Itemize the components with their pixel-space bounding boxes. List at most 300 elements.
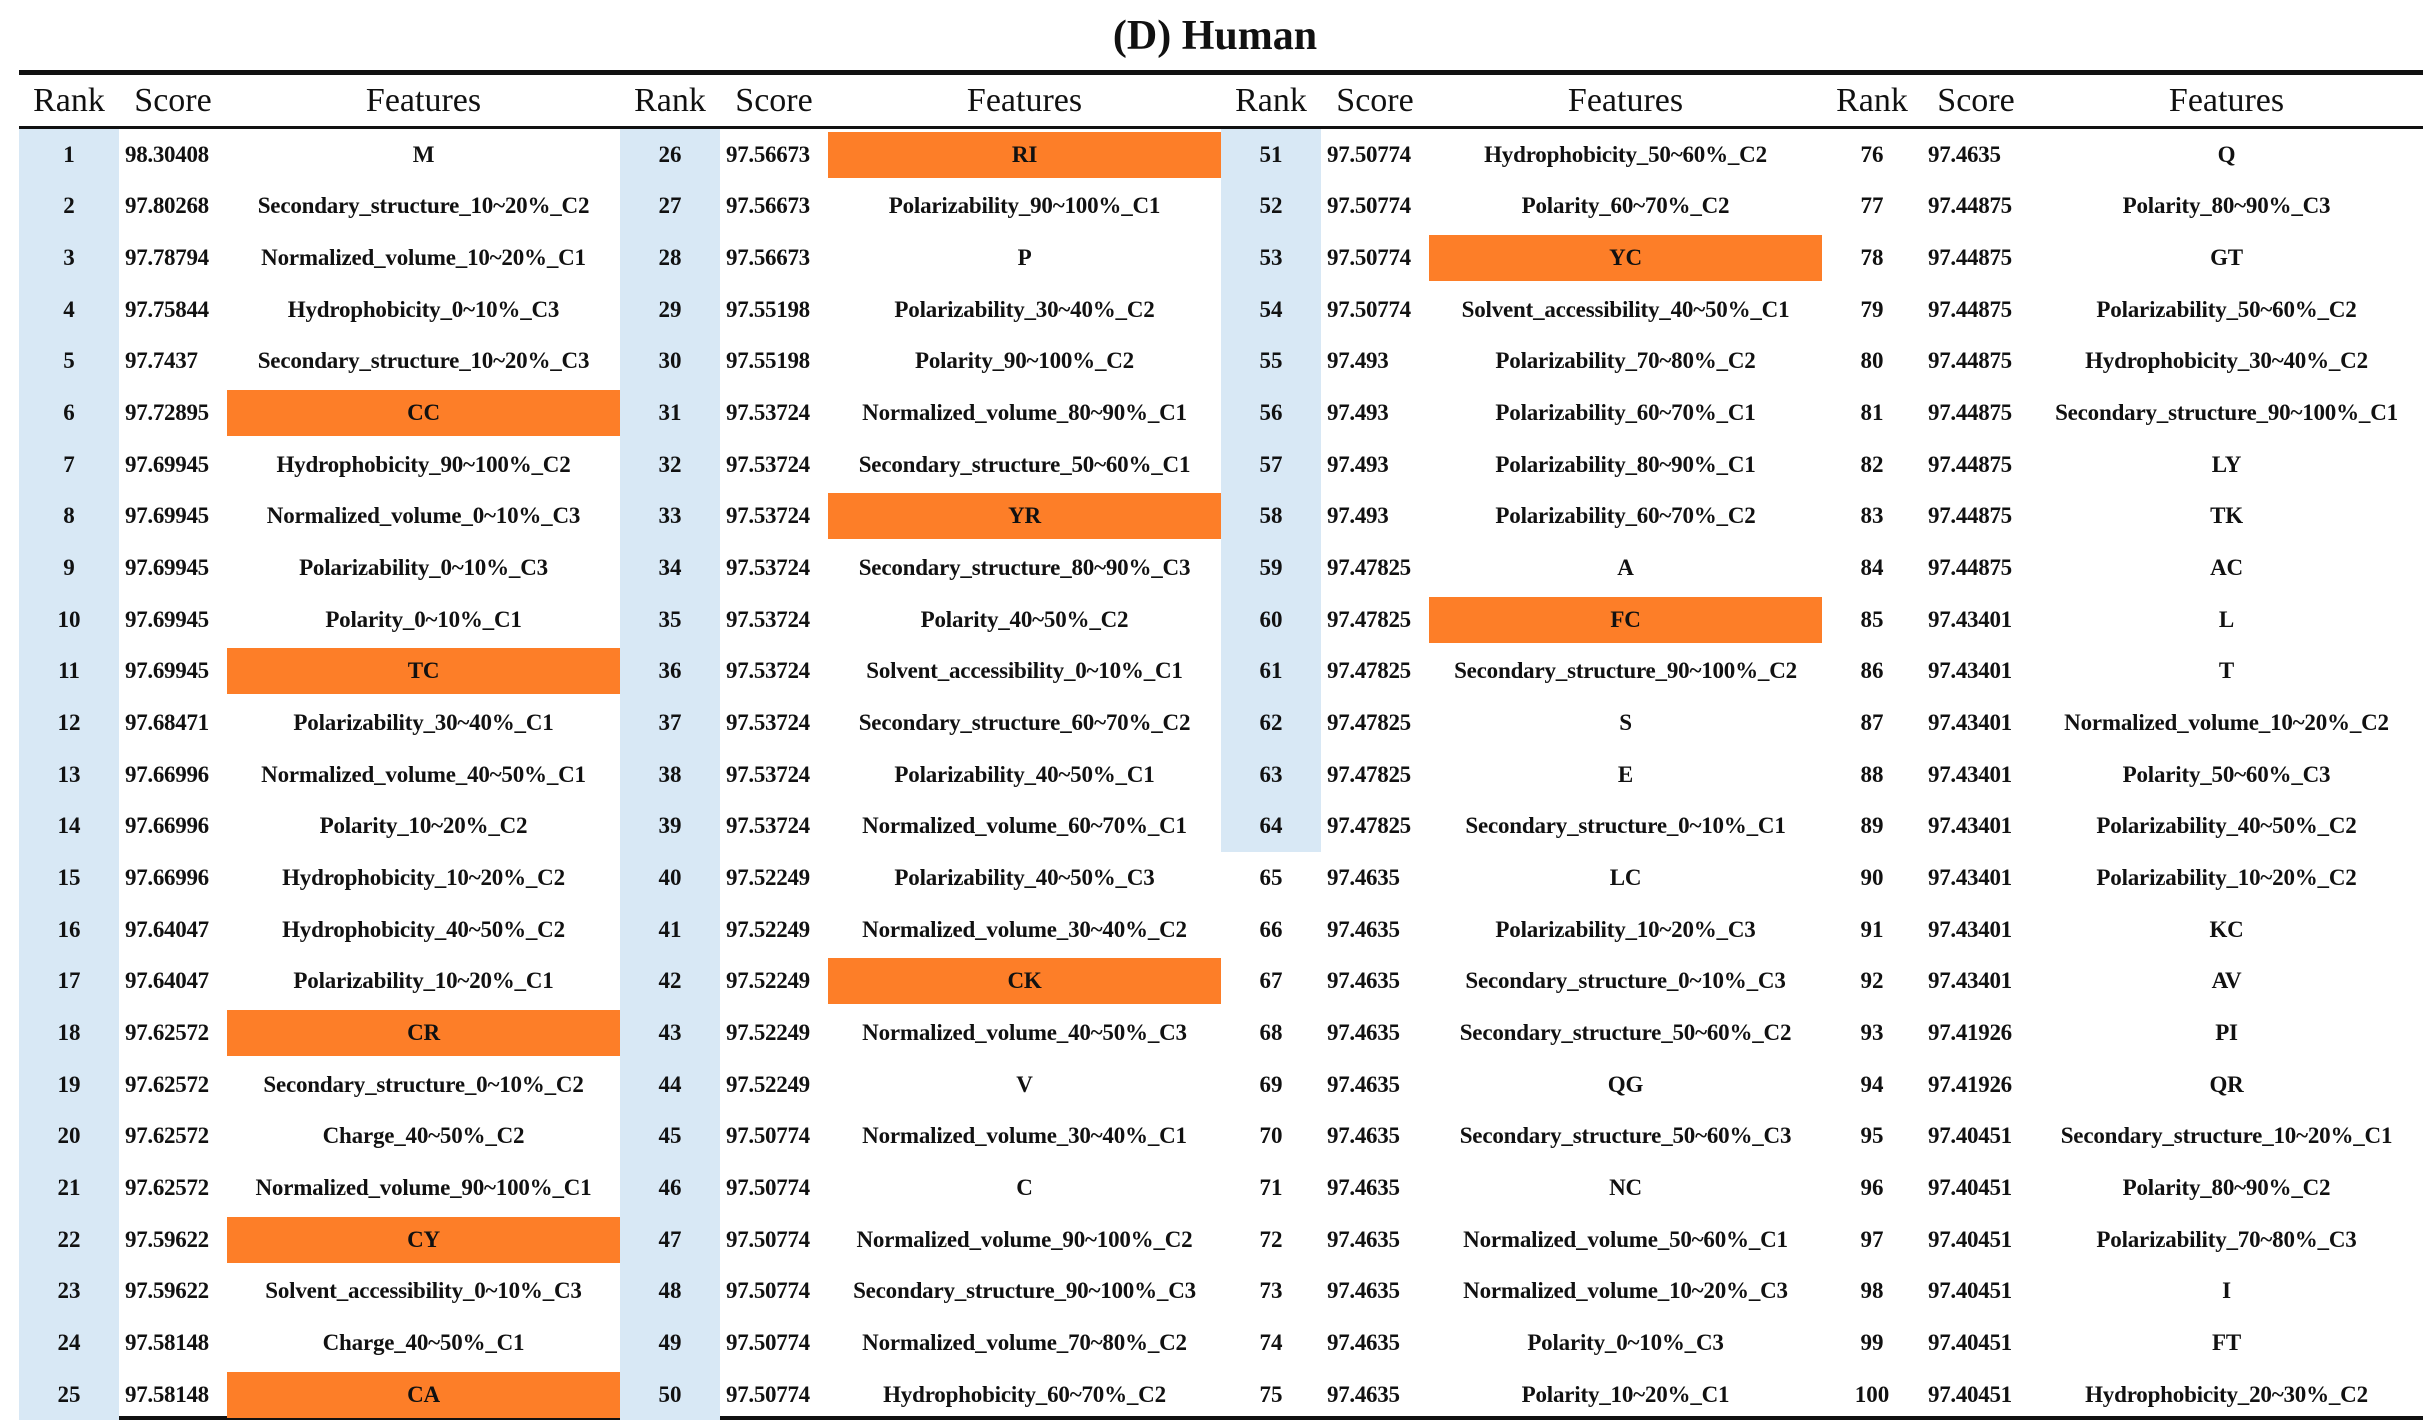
feature-cell: Polarizability_0~10%_C3 [299,555,548,581]
feature-cell: Polarizability_10~20%_C2 [2096,865,2357,891]
table-row [1221,387,1822,439]
rank-cell: 40 [620,852,720,904]
score-cell: 97.47825 [1327,813,1411,839]
feature-cell: Normalized_volume_30~40%_C1 [862,1123,1187,1149]
rank-cell: 75 [1259,1381,1283,1407]
table-row [19,232,620,284]
score-cell: 97.4635 [1327,1278,1400,1304]
feature-cell: Charge_40~50%_C2 [322,1123,525,1149]
score-cell: 97.4635 [1327,916,1400,942]
feature-cell: Normalized_volume_40~50%_C3 [862,1019,1187,1045]
rank-cell: 51 [1221,129,1321,181]
rank-cell: 54 [1221,284,1321,336]
feature-cell: Polarity_0~10%_C1 [325,606,522,632]
table-row [620,1110,1221,1162]
table-row [19,129,620,181]
table-row [1221,801,1822,853]
table-row [620,1007,1221,1059]
score-cell: 97.53724 [726,400,810,426]
score-cell: 97.50774 [726,1123,810,1149]
rank-cell: 94 [1860,1071,1884,1097]
rank-cell: 27 [620,181,720,233]
score-cell: 97.69945 [125,503,209,529]
table-row [620,697,1221,749]
score-cell: 97.4635 [1928,141,2001,167]
rank-cell: 57 [1221,439,1321,491]
feature-cell: Secondary_structure_90~100%_C1 [2055,400,2398,426]
header-score: Score [134,81,212,119]
feature-cell: Normalized_volume_0~10%_C3 [266,503,581,529]
table-row [1221,232,1822,284]
rank-cell: 43 [620,1007,720,1059]
score-cell: 97.53724 [726,451,810,477]
rank-cell: 90 [1860,865,1884,891]
table-row [1221,1214,1822,1266]
column-group-1 [19,75,620,1420]
rank-cell: 20 [19,1110,119,1162]
rank-cell: 89 [1860,813,1884,839]
score-cell: 97.4635 [1327,865,1400,891]
highlighted-feature-cell: CA [227,1372,620,1418]
feature-cell: Polarity_90~100%_C2 [915,348,1134,374]
table-row [1822,336,2423,388]
table-row [19,1162,620,1214]
table-row [1822,1265,2423,1317]
rank-cell: 63 [1221,749,1321,801]
feature-cell: Secondary_structure_10~20%_C1 [2060,1123,2393,1149]
rank-cell: 14 [19,801,119,853]
table-row [620,1214,1221,1266]
score-cell: 97.56673 [726,245,810,271]
feature-cell: Normalized_volume_10~20%_C1 [261,245,586,271]
table-row [1221,749,1822,801]
table-row [19,336,620,388]
feature-cell: Hydrophobicity_60~70%_C2 [883,1381,1166,1407]
rank-cell: 86 [1860,658,1884,684]
header-features: Features [1567,81,1684,119]
score-cell: 97.47825 [1327,710,1411,736]
feature-cell: LC [1609,865,1642,891]
score-cell: 97.4635 [1327,1071,1400,1097]
table-row [1822,594,2423,646]
rank-cell: 28 [620,232,720,284]
score-cell: 97.44875 [1928,245,2012,271]
table-row [19,1265,620,1317]
table-row [620,284,1221,336]
score-cell: 97.4635 [1327,1226,1400,1252]
score-cell: 97.43401 [1928,916,2012,942]
rank-cell: 30 [620,336,720,388]
feature-cell: Secondary_structure_0~10%_C3 [1465,968,1786,994]
highlighted-feature-cell: TC [227,648,620,694]
highlighted-feature-cell: CK [828,958,1221,1004]
table-row [19,801,620,853]
feature-cell: Hydrophobicity_40~50%_C2 [282,916,565,942]
table-row [620,956,1221,1008]
figure-title: (D) Human [1112,13,1318,59]
rank-cell: 68 [1259,1019,1283,1045]
table-row [1822,232,2423,284]
score-cell: 97.44875 [1928,555,2012,581]
table-row [1822,646,2423,698]
score-cell: 97.50774 [726,1226,810,1252]
feature-cell: Charge_40~50%_C1 [322,1329,525,1355]
rank-cell: 17 [19,956,119,1008]
score-cell: 97.52249 [726,1071,810,1097]
header-score: Score [1336,81,1414,119]
score-cell: 97.52249 [726,968,810,994]
score-cell: 97.68471 [125,710,209,736]
table-row [19,1317,620,1369]
rank-cell: 33 [620,491,720,543]
table-row [1822,284,2423,336]
table-row [1822,542,2423,594]
table-row [1822,852,2423,904]
score-cell: 97.50774 [726,1278,810,1304]
rank-cell: 26 [620,129,720,181]
rank-cell: 2 [19,181,119,233]
score-cell: 97.40451 [1928,1278,2012,1304]
rank-cell: 25 [19,1369,119,1421]
feature-cell: Secondary_structure_90~100%_C3 [853,1278,1196,1304]
score-cell: 97.62572 [125,1174,209,1200]
score-cell: 97.50774 [726,1381,810,1407]
feature-cell: L [2218,606,2235,632]
feature-cell: Secondary_structure_50~60%_C1 [858,451,1191,477]
rank-cell: 45 [620,1110,720,1162]
table-row [620,129,1221,181]
score-cell: 97.40451 [1928,1123,2012,1149]
table-row [1822,801,2423,853]
score-cell: 97.64047 [125,916,209,942]
rank-cell: 73 [1259,1278,1283,1304]
feature-cell: Normalized_volume_30~40%_C2 [862,916,1187,942]
rank-cell: 69 [1259,1071,1283,1097]
rank-cell: 35 [620,594,720,646]
highlighted-feature-cell: CY [227,1217,620,1263]
feature-cell: Hydrophobicity_0~10%_C3 [287,296,560,322]
feature-cell: Polarizability_70~80%_C2 [1495,348,1756,374]
rank-cell: 47 [620,1214,720,1266]
feature-cell: Polarizability_90~100%_C1 [888,193,1161,219]
rank-cell: 83 [1860,503,1884,529]
score-cell: 97.53724 [726,813,810,839]
table-row [19,904,620,956]
rank-cell: 37 [620,697,720,749]
table-row [19,1214,620,1266]
feature-cell: Normalized_volume_10~20%_C2 [2064,710,2389,736]
score-cell: 97.47825 [1327,606,1411,632]
table-row [1221,1369,1822,1421]
feature-cell: I [2222,1278,2231,1304]
feature-cell: LY [2211,451,2242,477]
table-row [1221,646,1822,698]
highlighted-feature-cell: YC [1429,235,1822,281]
score-cell: 97.41926 [1928,1019,2012,1045]
table-row [1221,697,1822,749]
rank-cell: 23 [19,1265,119,1317]
feature-cell: Polarizability_40~50%_C2 [2096,813,2357,839]
feature-cell: Secondary_structure_0~10%_C1 [1465,813,1786,839]
feature-cell: Secondary_structure_10~20%_C2 [257,193,590,219]
score-cell: 97.50774 [1327,193,1411,219]
rank-cell: 71 [1259,1174,1283,1200]
feature-cell: Polarity_50~60%_C3 [2122,761,2331,787]
rank-cell: 80 [1860,348,1884,374]
table-row [1221,904,1822,956]
score-cell: 97.53724 [726,503,810,529]
score-cell: 97.44875 [1928,296,2012,322]
table-row [1822,1214,2423,1266]
score-cell: 97.4635 [1327,1381,1400,1407]
rank-cell: 95 [1860,1123,1884,1149]
rank-cell: 32 [620,439,720,491]
table-row [19,594,620,646]
table-row [1221,1317,1822,1369]
score-cell: 97.43401 [1928,710,2012,736]
rank-cell: 72 [1259,1226,1283,1252]
rank-cell: 77 [1860,193,1884,219]
table-row [620,542,1221,594]
feature-cell: Secondary_structure_60~70%_C2 [858,710,1191,736]
feature-cell: C [1016,1174,1033,1200]
score-cell: 97.58148 [125,1381,209,1407]
rank-cell: 58 [1221,491,1321,543]
score-cell: 97.69945 [125,606,209,632]
score-cell: 97.4635 [1327,1123,1400,1149]
rank-cell: 34 [620,542,720,594]
rank-cell: 62 [1221,697,1321,749]
score-cell: 97.43401 [1928,865,2012,891]
score-cell: 97.55198 [726,296,810,322]
rank-cell: 21 [19,1162,119,1214]
score-cell: 97.7437 [125,348,198,374]
table-row [1221,491,1822,543]
feature-cell: Polarity_10~20%_C1 [1521,1381,1730,1407]
rank-cell: 99 [1860,1329,1884,1355]
table-row [1822,1317,2423,1369]
score-cell: 97.44875 [1928,451,2012,477]
score-cell: 97.64047 [125,968,209,994]
rank-cell: 65 [1259,865,1283,891]
score-cell: 98.30408 [125,141,209,167]
table-row [19,697,620,749]
score-cell: 97.80268 [125,193,209,219]
rank-cell: 79 [1860,296,1884,322]
table-row [620,336,1221,388]
feature-cell: Solvent_accessibility_40~50%_C1 [1461,296,1790,322]
feature-cell: Polarizability_30~40%_C1 [293,710,554,736]
score-cell: 97.50774 [1327,141,1411,167]
table-row [1822,1162,2423,1214]
table-row [620,1265,1221,1317]
header-score: Score [735,81,813,119]
table-row [19,542,620,594]
table-row [620,1317,1221,1369]
score-cell: 97.493 [1327,348,1389,374]
score-cell: 97.66996 [125,813,209,839]
table-row [1221,594,1822,646]
table-row [620,491,1221,543]
rank-cell: 87 [1860,710,1884,736]
header-row [620,75,1221,126]
rank-cell: 85 [1860,606,1884,632]
rank-cell: 64 [1221,801,1321,853]
table-row [19,852,620,904]
feature-cell: P [1017,245,1032,271]
feature-cell: Normalized_volume_80~90%_C1 [862,400,1187,426]
feature-cell: FT [2212,1329,2241,1355]
score-cell: 97.53724 [726,606,810,632]
rank-cell: 93 [1860,1019,1884,1045]
rank-cell: 66 [1259,916,1283,942]
score-cell: 97.47825 [1327,761,1411,787]
feature-cell: NC [1609,1174,1642,1200]
table-row [1221,956,1822,1008]
feature-cell: Q [2217,141,2236,167]
rank-cell: 9 [19,542,119,594]
score-cell: 97.69945 [125,658,209,684]
score-cell: 97.56673 [726,141,810,167]
table-row [19,956,620,1008]
highlighted-feature-cell: FC [1429,597,1822,643]
rank-cell: 78 [1860,245,1884,271]
score-cell: 97.66996 [125,865,209,891]
rank-cell: 97 [1860,1226,1884,1252]
rank-cell: 18 [19,1007,119,1059]
rank-cell: 81 [1860,400,1884,426]
score-cell: 97.59622 [125,1278,209,1304]
header-score: Score [1937,81,2015,119]
score-cell: 97.58148 [125,1329,209,1355]
rank-cell: 100 [1854,1381,1890,1407]
table-row [19,1059,620,1111]
feature-cell: Normalized_volume_70~80%_C2 [862,1329,1187,1355]
rank-cell: 7 [19,439,119,491]
score-cell: 97.43401 [1928,968,2012,994]
feature-cell: Secondary_structure_0~10%_C2 [263,1071,584,1097]
rank-cell: 96 [1860,1174,1884,1200]
rank-cell: 50 [620,1369,720,1421]
header-features: Features [966,81,1083,119]
score-cell: 97.72895 [125,400,209,426]
score-cell: 97.52249 [726,1019,810,1045]
table-row [1221,1007,1822,1059]
score-cell: 97.78794 [125,245,209,271]
column-group-4 [1822,75,2423,1420]
header-rank: Rank [1235,81,1307,119]
score-cell: 97.53724 [726,710,810,736]
table-row [1822,181,2423,233]
table-row [1822,491,2423,543]
table-row [1822,1110,2423,1162]
score-cell: 97.44875 [1928,503,2012,529]
rank-cell: 39 [620,801,720,853]
feature-cell: Polarizability_60~70%_C1 [1495,400,1756,426]
table-row [620,1369,1221,1421]
rank-cell: 46 [620,1162,720,1214]
header-row [19,75,620,126]
rank-cell: 61 [1221,646,1321,698]
feature-cell: S [1619,710,1632,736]
score-cell: 97.47825 [1327,658,1411,684]
rank-cell: 44 [620,1059,720,1111]
rank-cell: 60 [1221,594,1321,646]
rank-cell: 59 [1221,542,1321,594]
rank-cell: 24 [19,1317,119,1369]
feature-cell: Normalized_volume_90~100%_C1 [255,1174,592,1200]
score-cell: 97.493 [1327,451,1389,477]
rank-cell: 1 [19,129,119,181]
feature-cell: Polarity_0~10%_C3 [1527,1329,1724,1355]
rank-cell: 11 [19,646,119,698]
rank-cell: 52 [1221,181,1321,233]
table-row [620,387,1221,439]
feature-cell: AV [2211,968,2242,994]
rank-cell: 16 [19,904,119,956]
table-row [620,852,1221,904]
table-row [620,232,1221,284]
table-row [620,801,1221,853]
feature-cell: Normalized_volume_10~20%_C3 [1463,1278,1788,1304]
table-row [1822,387,2423,439]
table-row [19,1369,620,1421]
table-row [1221,284,1822,336]
table-row [1221,129,1822,181]
table-row [1822,956,2423,1008]
score-cell: 97.40451 [1928,1174,2012,1200]
score-cell: 97.62572 [125,1071,209,1097]
header-features: Features [365,81,482,119]
feature-cell: Polarizability_40~50%_C1 [894,761,1155,787]
table-row [620,439,1221,491]
table-row [19,749,620,801]
feature-cell: KC [2209,916,2244,942]
feature-ranking-table [19,75,2423,1420]
score-cell: 97.75844 [125,296,209,322]
feature-cell: Polarizability_60~70%_C2 [1495,503,1756,529]
rank-cell: 22 [19,1214,119,1266]
feature-cell: Secondary_structure_50~60%_C2 [1459,1019,1792,1045]
header-features: Features [2168,81,2285,119]
feature-cell: Normalized_volume_50~60%_C1 [1463,1226,1788,1252]
feature-cell: A [1617,555,1634,581]
rank-cell: 48 [620,1265,720,1317]
score-cell: 97.62572 [125,1123,209,1149]
rank-cell: 53 [1221,232,1321,284]
table-row [1822,1369,2423,1421]
table-row [19,1007,620,1059]
score-cell: 97.40451 [1928,1381,2012,1407]
feature-cell: Solvent_accessibility_0~10%_C3 [265,1278,582,1304]
feature-cell: Polarity_60~70%_C2 [1521,193,1730,219]
table-row [19,181,620,233]
score-cell: 97.44875 [1928,348,2012,374]
feature-cell: Polarity_40~50%_C2 [920,606,1129,632]
score-cell: 97.493 [1327,400,1389,426]
rank-cell: 92 [1860,968,1884,994]
table-row [620,904,1221,956]
rank-cell: 56 [1221,387,1321,439]
rank-cell: 55 [1221,336,1321,388]
table-row [620,1162,1221,1214]
feature-cell: PI [2215,1019,2238,1045]
header-rank: Rank [634,81,706,119]
rank-cell: 36 [620,646,720,698]
table-row [1822,439,2423,491]
table-row [19,284,620,336]
feature-cell: Polarizability_40~50%_C3 [894,865,1155,891]
